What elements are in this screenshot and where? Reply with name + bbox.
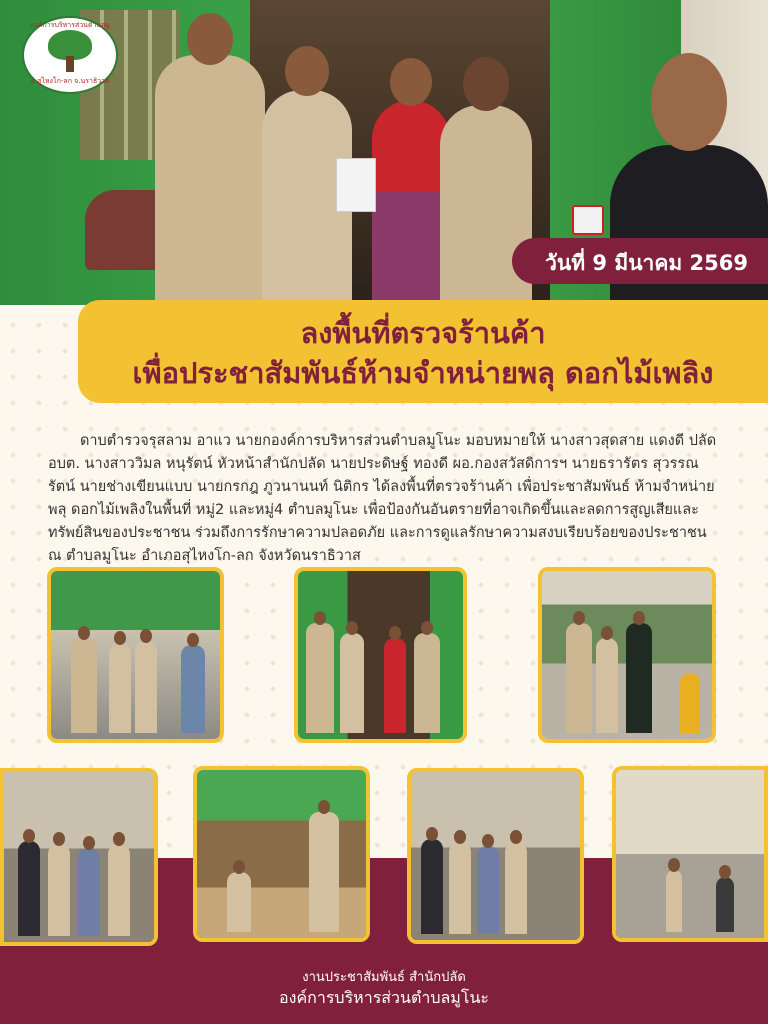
- logo-text-top: องค์การบริหารส่วนตำบลมู: [30, 21, 110, 29]
- date-text: วันที่ 9 มีนาคม 2569: [545, 251, 748, 275]
- footer-line-2: องค์การบริหารส่วนตำบลมูโนะ: [279, 988, 489, 1007]
- logo-text-bottom: อ.สุไหงโก-ลก จ.นราธิวาส: [30, 77, 110, 85]
- photo-3: [538, 567, 716, 743]
- photo-2: [294, 567, 467, 743]
- photo-4: [0, 768, 158, 946]
- title-line-1: ลงพื้นที่ตรวจร้านค้า: [300, 316, 546, 350]
- body-paragraph: ดาบตำรวจรุสลาม อาแว นายกองค์การบริหารส่วนตำบลมูโนะ มอบหมายให้ นางสาวสุดสาย แดงดี ปลัดอบต. นางสาววิมล หนุรัตน์ หัวหน้าสำนักปลัด นายประดิษฐ์ ทองดี ผอ.กองสวัสดิการฯ นายธรารัตร สุวรรณรัตน์ นายช่างเขียนแบบ นายกรกฎ ภูวนานนท์ นิติกร ได้ลงพื้นที่ตรวจร้านค้า เพื่อประชาสัมพันธ์ ห้ามจำหน่ายพลุ ดอกไม้เพลิงในพื้นที่ หมู่2 และหมู่4 ตำบลมูโนะ เพื่อป้องกันอันตรายที่อาจเกิดขึ้นและลดการสูญเสียและทรัพย์สินของประชาชน ร่วมถึงการรักษาความปลอดภัย และการดูแลรักษาความสงบเรียบร้อยของประชาชน ณ ตำบลมูโนะ อำเภอสุไหงโก-ลก จังหวัดนราธิวาส: [48, 433, 717, 564]
- photo-7: [612, 766, 768, 942]
- photo-1: [47, 567, 224, 743]
- photo-5: [193, 766, 370, 942]
- title-line-2: เพื่อประชาสัมพันธ์ห้ามจำหน่ายพลุ ดอกไม้เพลิง: [132, 356, 714, 390]
- footer-line-1: งานประชาสัมพันธ์ สำนักปลัด: [302, 970, 466, 985]
- photo-6: [407, 768, 584, 944]
